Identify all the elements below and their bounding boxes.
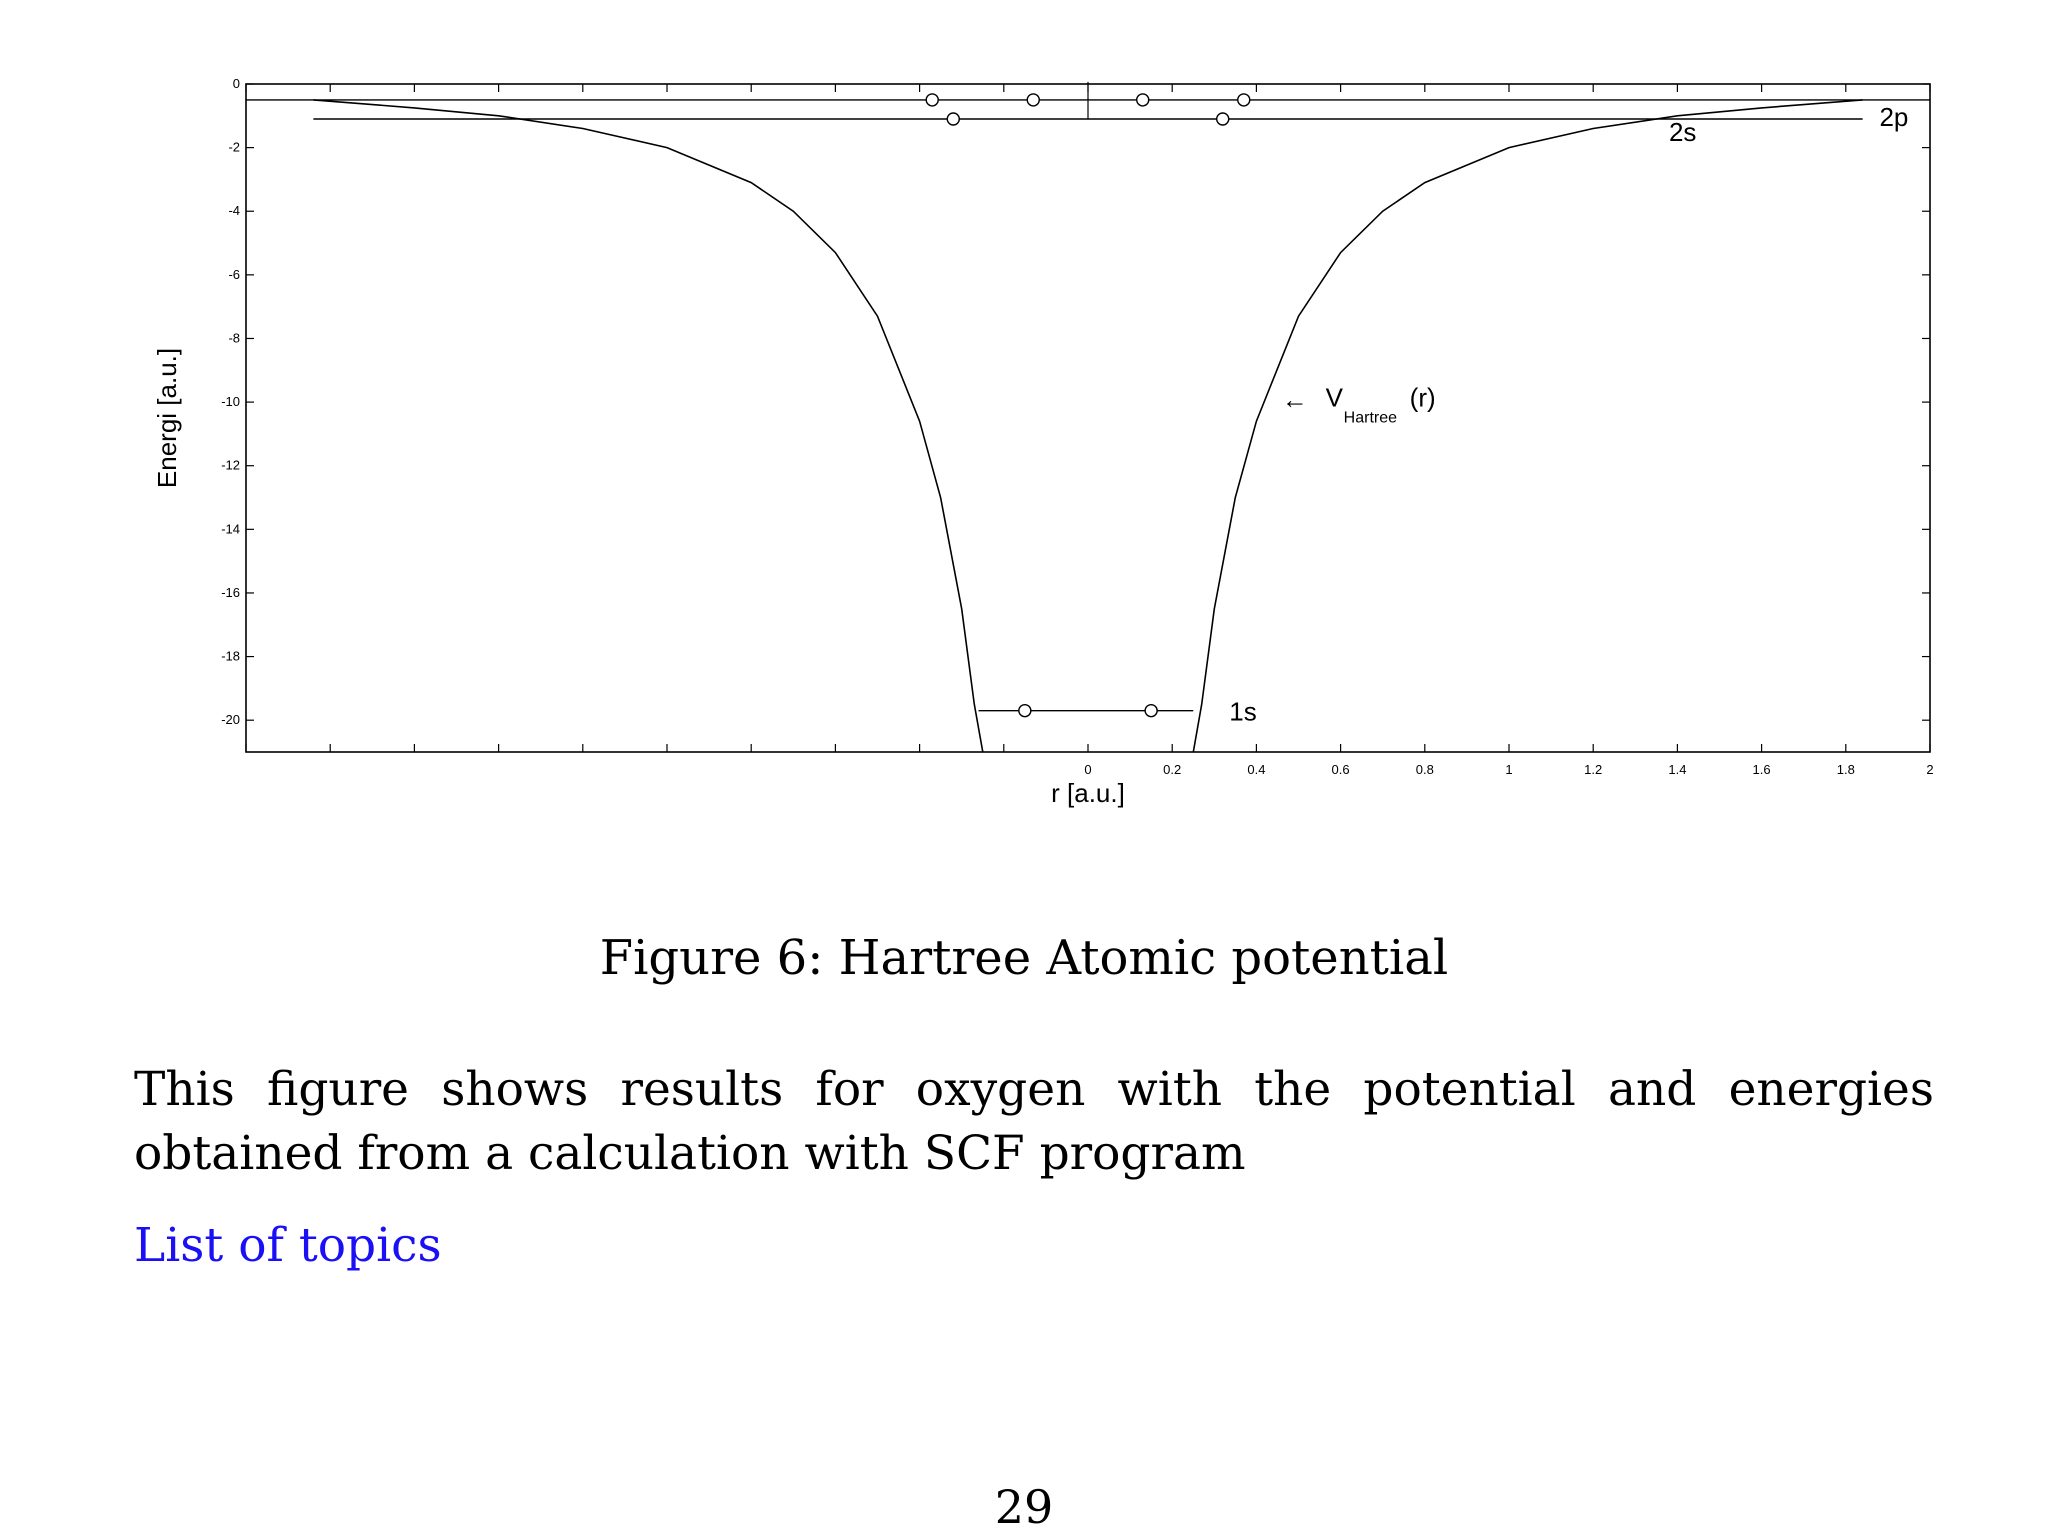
potential-curve-left xyxy=(313,100,982,752)
y-tick-label: -10 xyxy=(221,394,240,410)
figure-caption: Figure 6: Hartree Atomic potential xyxy=(599,930,1449,986)
electron-marker xyxy=(1019,705,1031,717)
x-tick-label: 2 xyxy=(1926,762,1934,777)
x-tick-label: 1.8 xyxy=(1836,762,1855,777)
level-label-2p: 2p xyxy=(1879,101,1909,132)
x-tick-label: 0.4 xyxy=(1247,762,1266,777)
x-tick-label: 0.8 xyxy=(1415,762,1434,777)
x-tick-label: 1.6 xyxy=(1752,762,1771,777)
page-number: 29 xyxy=(994,1480,1054,1534)
figure xyxy=(130,60,1950,840)
electron-marker xyxy=(1217,113,1229,125)
x-axis-title: r [a.u.] xyxy=(1051,778,1125,808)
potential-curve-right xyxy=(1193,100,1862,752)
potential-label-argument: (r) xyxy=(1409,382,1436,413)
x-tick-label: 1.2 xyxy=(1584,762,1603,777)
potential-arrow: ← xyxy=(1281,384,1308,415)
x-tick-label: 1 xyxy=(1505,762,1513,777)
y-axis-title: Energi [a.u.] xyxy=(152,347,182,489)
x-tick-label: 1.4 xyxy=(1668,762,1687,777)
y-tick-label: -14 xyxy=(221,521,240,537)
electron-marker xyxy=(1238,94,1250,106)
y-tick-label: -16 xyxy=(221,584,240,600)
potential-label-subscript: Hartree xyxy=(1343,409,1398,427)
list-of-topics-link[interactable]: List of topics xyxy=(134,1218,442,1273)
electron-marker xyxy=(926,94,938,106)
y-tick-label: -12 xyxy=(221,457,240,473)
electron-marker xyxy=(1145,705,1157,717)
y-tick-label: -8 xyxy=(228,330,240,346)
level-label-2s: 2s xyxy=(1668,116,1697,147)
y-tick-label: -20 xyxy=(221,712,240,728)
x-tick-label: 0 xyxy=(1084,762,1092,777)
potential-label: V xyxy=(1325,382,1344,413)
plot-frame xyxy=(246,84,1930,752)
electron-marker xyxy=(947,113,959,125)
level-label-1s: 1s xyxy=(1229,696,1257,727)
y-tick-label: -2 xyxy=(228,139,240,155)
electron-marker xyxy=(1137,94,1149,106)
y-tick-label: -18 xyxy=(221,648,240,664)
body-paragraph: This figure shows results for oxygen with the potential and energies obtained from a calculation with SCF program xyxy=(134,1062,1934,1181)
x-tick-label: 0.6 xyxy=(1331,762,1350,777)
electron-marker xyxy=(1027,94,1039,106)
y-tick-label: -4 xyxy=(228,203,240,219)
y-tick-label: -6 xyxy=(228,266,240,282)
x-tick-label: 0.2 xyxy=(1163,762,1182,777)
hartree-potential-chart xyxy=(130,60,1950,840)
y-tick-label: 0 xyxy=(232,76,240,91)
